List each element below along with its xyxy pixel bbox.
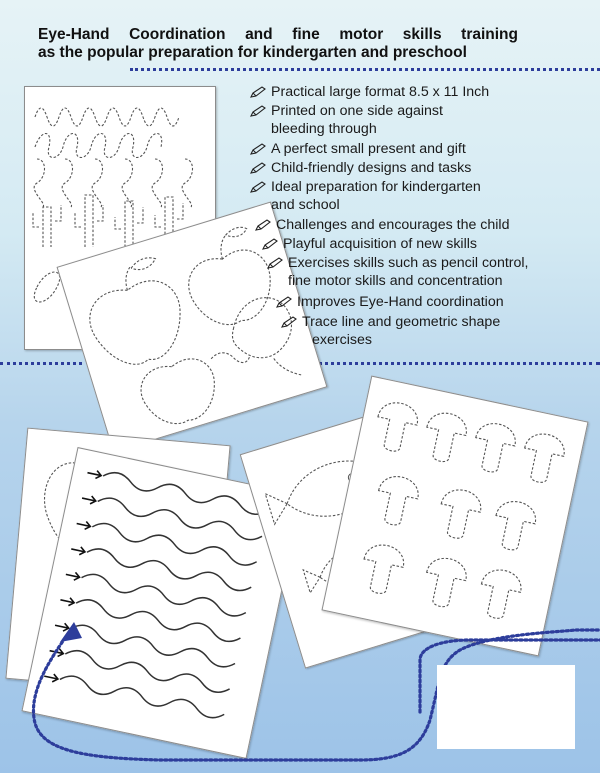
feature-item bbox=[271, 140, 466, 158]
start-arrow-icon bbox=[65, 570, 80, 581]
pencil-icon bbox=[250, 143, 266, 155]
pencil-icon bbox=[267, 257, 283, 269]
feature-item bbox=[288, 254, 529, 290]
start-arrow-icon bbox=[81, 494, 96, 505]
blank-label-box bbox=[437, 665, 575, 749]
feature-item bbox=[297, 293, 504, 311]
feature-text: Printed on one side against bbox=[271, 103, 443, 119]
mushroom-shape bbox=[372, 399, 421, 455]
headline-line-2: as the popular preparation for kindergarten and preschool bbox=[38, 44, 467, 61]
feature-text: Playful acquisition of new skills bbox=[283, 236, 477, 252]
feature-item bbox=[276, 216, 509, 234]
feature-text: exercises bbox=[312, 332, 372, 348]
pencil-icon bbox=[262, 238, 278, 250]
pencil-icon bbox=[281, 316, 297, 328]
feature-list bbox=[0, 0, 600, 360]
feature-text: Child-friendly designs and tasks bbox=[271, 160, 472, 176]
feature-text: A perfect small present and gift bbox=[271, 141, 466, 157]
feature-item bbox=[271, 102, 443, 138]
start-arrow-icon bbox=[76, 520, 91, 531]
mushroom-shape bbox=[435, 486, 484, 542]
feature-text: Exercises skills such as pencil control, bbox=[288, 255, 529, 271]
dotted-divider-middle-left bbox=[0, 362, 82, 365]
start-arrow-icon bbox=[87, 469, 102, 480]
feature-item bbox=[283, 235, 477, 253]
mushroom-shape bbox=[518, 430, 567, 486]
pencil-icon bbox=[250, 86, 266, 98]
headline-line-1: Eye-Hand Coordination and fine motor skills training bbox=[38, 26, 518, 43]
pencil-icon bbox=[276, 296, 292, 308]
feature-item bbox=[271, 83, 489, 101]
feature-text: Practical large format 8.5 x 11 Inch bbox=[271, 84, 490, 100]
feature-text: bleeding through bbox=[271, 121, 377, 137]
feature-text: Trace line and geometric shape bbox=[302, 314, 501, 330]
mushroom-shape bbox=[469, 420, 518, 476]
mushroom-shape bbox=[358, 541, 407, 597]
feature-item bbox=[302, 313, 500, 349]
mushroom-shape bbox=[372, 473, 421, 529]
feature-text: and school bbox=[271, 197, 340, 213]
mushroom-shape bbox=[421, 410, 470, 466]
feature-text: Improves Eye-Hand coordination bbox=[297, 294, 504, 310]
pencil-icon bbox=[250, 162, 266, 174]
feature-text: Challenges and encourages the child bbox=[276, 217, 510, 233]
pencil-icon bbox=[250, 181, 266, 193]
arrow-icon bbox=[60, 622, 82, 642]
pencil-icon bbox=[250, 105, 266, 117]
pencil-icon bbox=[255, 219, 271, 231]
mushroom-shape bbox=[490, 498, 539, 554]
feature-text: fine motor skills and concentration bbox=[288, 273, 503, 289]
feature-item bbox=[271, 178, 481, 214]
feature-item bbox=[271, 159, 471, 177]
start-arrow-icon bbox=[70, 545, 85, 556]
feature-text: Ideal preparation for kindergarten bbox=[271, 179, 481, 195]
